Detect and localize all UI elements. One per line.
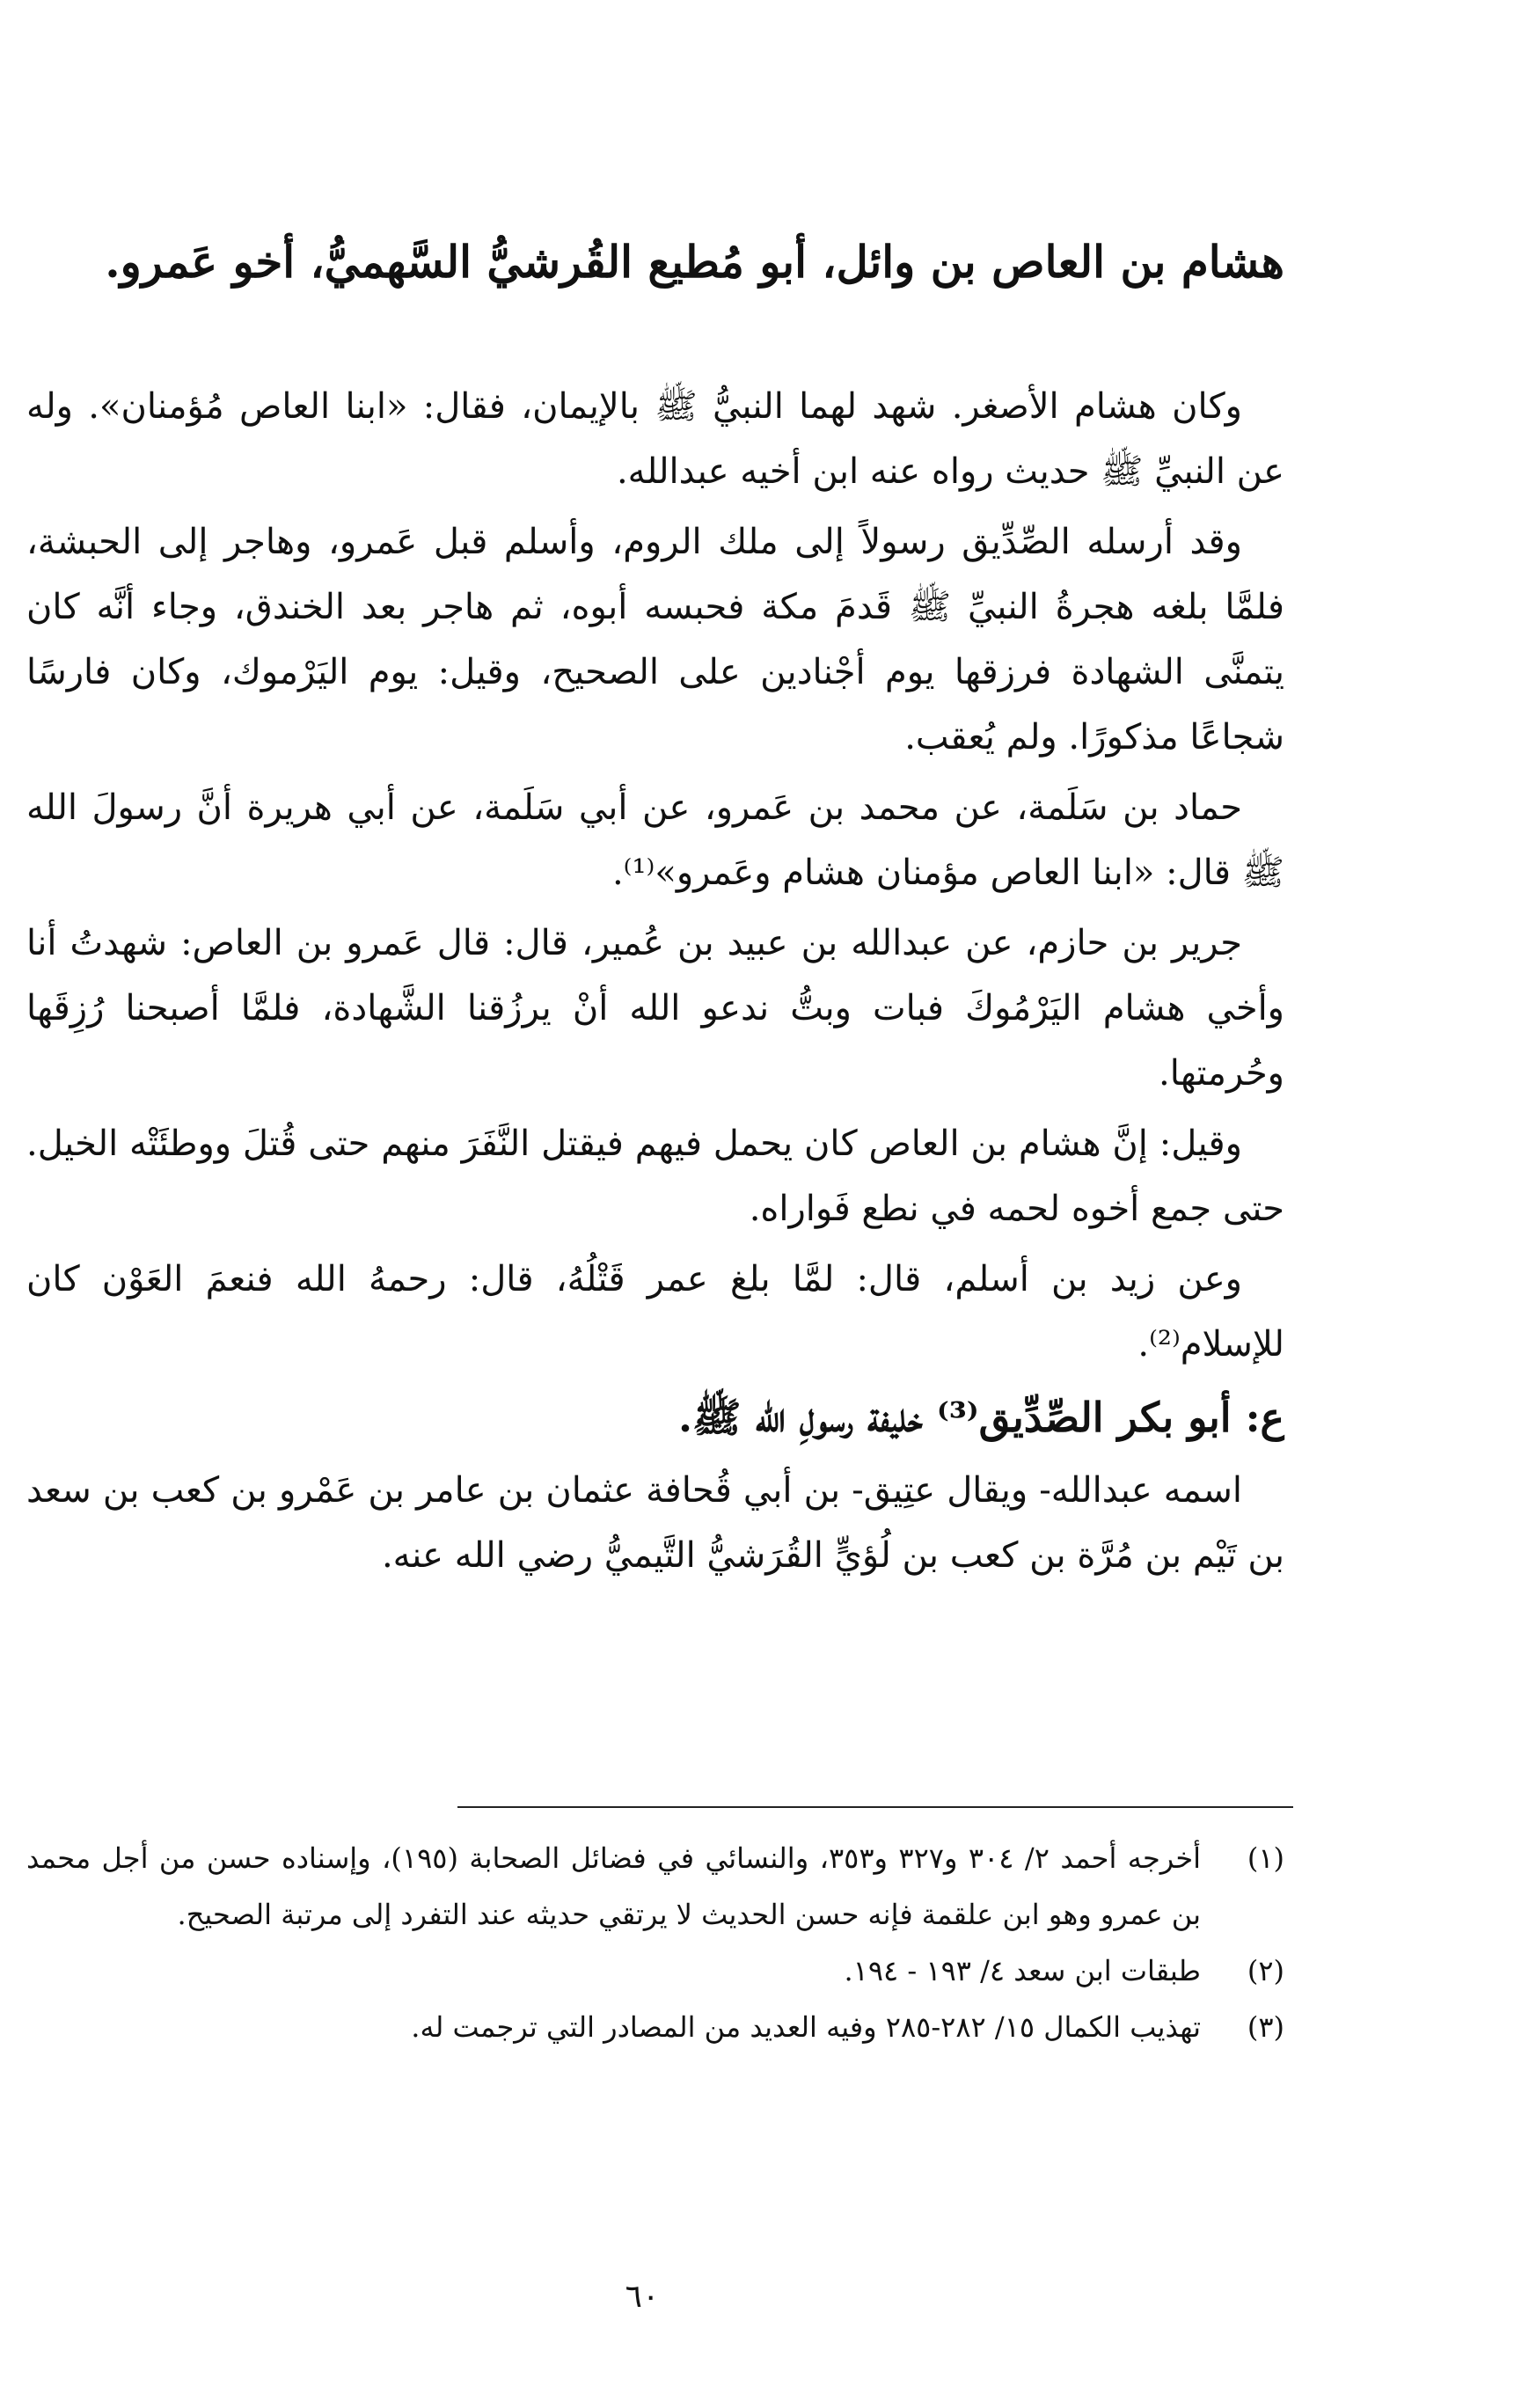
footnote-number: (١)	[1247, 1841, 1284, 1875]
footnotes	[26, 1830, 1284, 2055]
footnote-text: تهذيب الكمال ١٥/ ٢٨٢-٢٨٥ وفيه العديد من المصادر التي ترجمت له.	[411, 2010, 1201, 2044]
section-paragraph: اسمه عبدالله- ويقال عتِيق- بن أبي قُحافة عثمان بن عامر بن عَمْرو بن كعب بن سعد بن تَيْم بن مُرَّة بن كعب بن لُؤيٍّ القُرَشيُّ التَّيميُّ رضي الله عنه.	[26, 1470, 1284, 1576]
paragraph-4: جرير بن حازم، عن عبدالله بن عبيد بن عُمير، قال: قال عَمرو بن العاص: شهدتُ أنا وأخي هشام اليَرْمُوكَ فبات وبتُّ ندعو الله أنْ يرزُقنا الشَّهادة، فلمَّا أصبحنا رُزِقَها وحُرمتها.	[26, 923, 1284, 1094]
page-number: ٦٠	[625, 2279, 660, 2315]
section-heading: ع: أبو بكر الصِّدِّيق⁽³⁾ خليفة رسولِ الله ﷺ.	[678, 1394, 1284, 1441]
footnote-text: أخرجه أحمد ٢/ ٣٠٤ و٣٢٧ و٣٥٣، والنسائي في فضائل الصحابة (١٩٥)، وإسناده حسن من أجل محمد بن عمرو وهو ابن علقمة فإنه حسن الحديث لا يرتقي حديثه عند التفرد إلى مرتبة الصحيح.	[26, 1841, 1202, 1931]
paragraph-6: وعن زيد بن أسلم، قال: لمَّا بلغ عمر قَتْلُهُ، قال: رحمهُ الله فنعمَ العَوْن كان للإسلام⁽²⁾.	[26, 1259, 1284, 1365]
footnote-1	[26, 1830, 1284, 1943]
footnote-divider	[457, 1806, 1293, 1808]
paragraph-5: وقيل: إنَّ هشام بن العاص كان يحمل فيهم فيقتل النَّفَرَ منهم حتى قُتلَ ووطئَتْه الخيل. حتى جمع أخوه لحمه في نطع فَواراه.	[26, 1123, 1284, 1229]
entry-body	[26, 374, 1284, 1593]
footnote-2	[26, 1943, 1284, 1999]
entry-title: هشام بن العاص بن وائل، أبو مُطيع القُرشيُّ السَّهميُّ، أخو عَمرو.	[105, 236, 1284, 288]
paragraph-2: وقد أرسله الصِّدِّيق رسولاً إلى ملك الروم، وأسلم قبل عَمرو، وهاجر إلى الحبشة، فلمَّا بلغه هجرةُ النبيِّ ﷺ قَدمَ مكة فحبسه أبوه، ثم هاجر بعد الخندق، وجاء أنَّه كان يتمنَّى الشهادة فرزقها يوم أجْنادين على الصحيح، وقيل: يوم اليَرْموك، وكان فارسًا شجاعًا مذكورًا. ولم يُعقب.	[26, 522, 1284, 758]
book-page	[26, 0, 1284, 2408]
paragraph-3: حماد بن سَلَمة، عن محمد بن عَمرو، عن أبي سَلَمة، عن أبي هريرة أنَّ رسولَ الله ﷺ قال: «ابنا العاص مؤمنان هشام وعَمرو»⁽¹⁾.	[26, 787, 1284, 893]
footnote-number: (٣)	[1247, 2010, 1284, 2044]
paragraph-1: وكان هشام الأصغر. شهد لهما النبيُّ ﷺ بالإيمان، فقال: «ابنا العاص مُؤمنان». وله عن النبيِّ ﷺ حديث رواه عنه ابن أخيه عبدالله.	[26, 386, 1284, 492]
footnote-text: طبقات ابن سعد ٤/ ١٩٣ - ١٩٤.	[844, 1954, 1201, 1987]
footnote-3	[26, 1999, 1284, 2055]
footnote-number: (٢)	[1247, 1954, 1284, 1987]
